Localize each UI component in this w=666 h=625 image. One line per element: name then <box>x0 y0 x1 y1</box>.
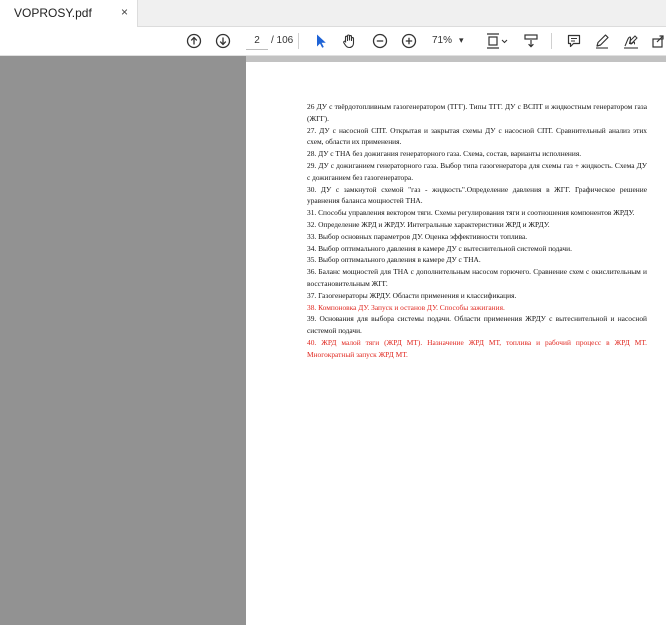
toolbar-divider <box>298 33 299 49</box>
page-up-icon <box>186 33 202 49</box>
page-down-icon <box>215 33 231 49</box>
select-tool-button[interactable] <box>312 31 330 51</box>
zoom-in-icon <box>401 33 417 49</box>
question-item: 29. ДУ с дожиганием генераторного газа. Выбор типа газогенератора для схемы газ + жидкость. Схема ДУ с дожиганием без газогенератора. <box>307 160 647 182</box>
question-item: 32. Определение ЖРД и ЖРДУ. Интегральные характеристики ЖРД и ЖРДУ. <box>307 219 550 229</box>
comment-button[interactable] <box>564 31 584 51</box>
highlighted-question-item: 38. Компоновка ДУ. Запуск и останов ДУ. Способы зажигания. <box>307 302 505 312</box>
toolbar-divider <box>551 33 552 49</box>
hand-tool-button[interactable] <box>339 31 359 51</box>
share-icon <box>650 33 666 49</box>
question-item: 34. Выбор оптимального давления в камере ДУ с вытеснительной системой подачи. <box>307 243 572 253</box>
scroll-mode-button[interactable] <box>521 31 541 51</box>
sign-icon <box>622 33 640 49</box>
share-button[interactable] <box>650 31 666 51</box>
question-item: 37. Газогенераторы ЖРДУ. Области применения и классификация. <box>307 290 517 300</box>
question-item: 33. Выбор основных параметров ДУ. Оценка эффективности топлива. <box>307 231 528 241</box>
zoom-out-icon <box>372 33 388 49</box>
question-item: 30. ДУ с замкнутой схемой "газ - жидкость".Определение давления в ЖГГ. Графическое решение уравнения баланса мощностей ТНА. <box>307 184 647 206</box>
select-cursor-icon <box>314 33 328 49</box>
document-tab[interactable] <box>0 0 138 27</box>
page-number-input[interactable]: 2 <box>246 32 268 50</box>
question-item: 28. ДУ с ТНА без дожигания генераторного газа. Схема, состав, варианты исполнения. <box>307 149 582 159</box>
fit-page-icon <box>485 32 511 50</box>
pen-icon <box>594 33 610 49</box>
question-item: 27. ДУ с насосной СПТ. Открытая и закрытая схемы ДУ с насосной СПТ. Сравнительный анализ этих схем, области их применения. <box>307 125 647 147</box>
question-item: 35. Выбор оптимального давления в камере ДУ с ТНА. <box>307 255 481 265</box>
page-content <box>307 101 647 361</box>
draw-button[interactable] <box>592 31 612 51</box>
document-background <box>0 56 246 625</box>
sign-button[interactable] <box>620 31 642 51</box>
highlighted-question-item: 40. ЖРД малой тяги (ЖРД МТ). Назначение ЖРД МТ, топлива и рабочий процесс в ЖРД МТ. Многократный запуск ЖРД МТ. <box>307 337 647 359</box>
zoom-in-button[interactable] <box>399 31 419 51</box>
question-item: 31. Способы управления вектором тяги. Схемы регулирования тяги и соотношения компонентов ЖРДУ. <box>307 208 635 218</box>
fit-page-button[interactable] <box>484 31 512 51</box>
close-tab-icon[interactable]: × <box>121 5 129 19</box>
zoom-out-button[interactable] <box>370 31 390 51</box>
tab-title: VOPROSY.pdf <box>14 6 92 20</box>
hand-icon <box>341 33 357 49</box>
scroll-mode-icon <box>523 33 539 49</box>
page-total: / 106 <box>271 35 294 46</box>
tab-bar <box>0 0 666 27</box>
question-item: 39. Основания для выбора системы подачи. Области применения ЖРДУ с вытеснительной и насосной системой подачи. <box>307 314 647 336</box>
toolbar <box>0 27 666 56</box>
zoom-select[interactable]: 71% <box>432 35 453 46</box>
page-top-edge <box>246 56 666 62</box>
page-up-button[interactable] <box>184 31 204 51</box>
comment-icon <box>566 33 582 49</box>
zoom-caret-icon[interactable]: ▾ <box>459 35 464 45</box>
question-item: 26 ДУ с твёрдотопливным газогенератором (ТГГ). Типы ТГГ. ДУ с ВСПТ и жидкостным генератором газа (ЖГГ). <box>307 102 647 123</box>
page-down-button[interactable] <box>213 31 233 51</box>
question-item: 36. Баланс мощностей для ТНА с дополнительным насосом горючего. Сравнение схем с окислительным и восстановительным ЖГГ. <box>307 267 647 288</box>
